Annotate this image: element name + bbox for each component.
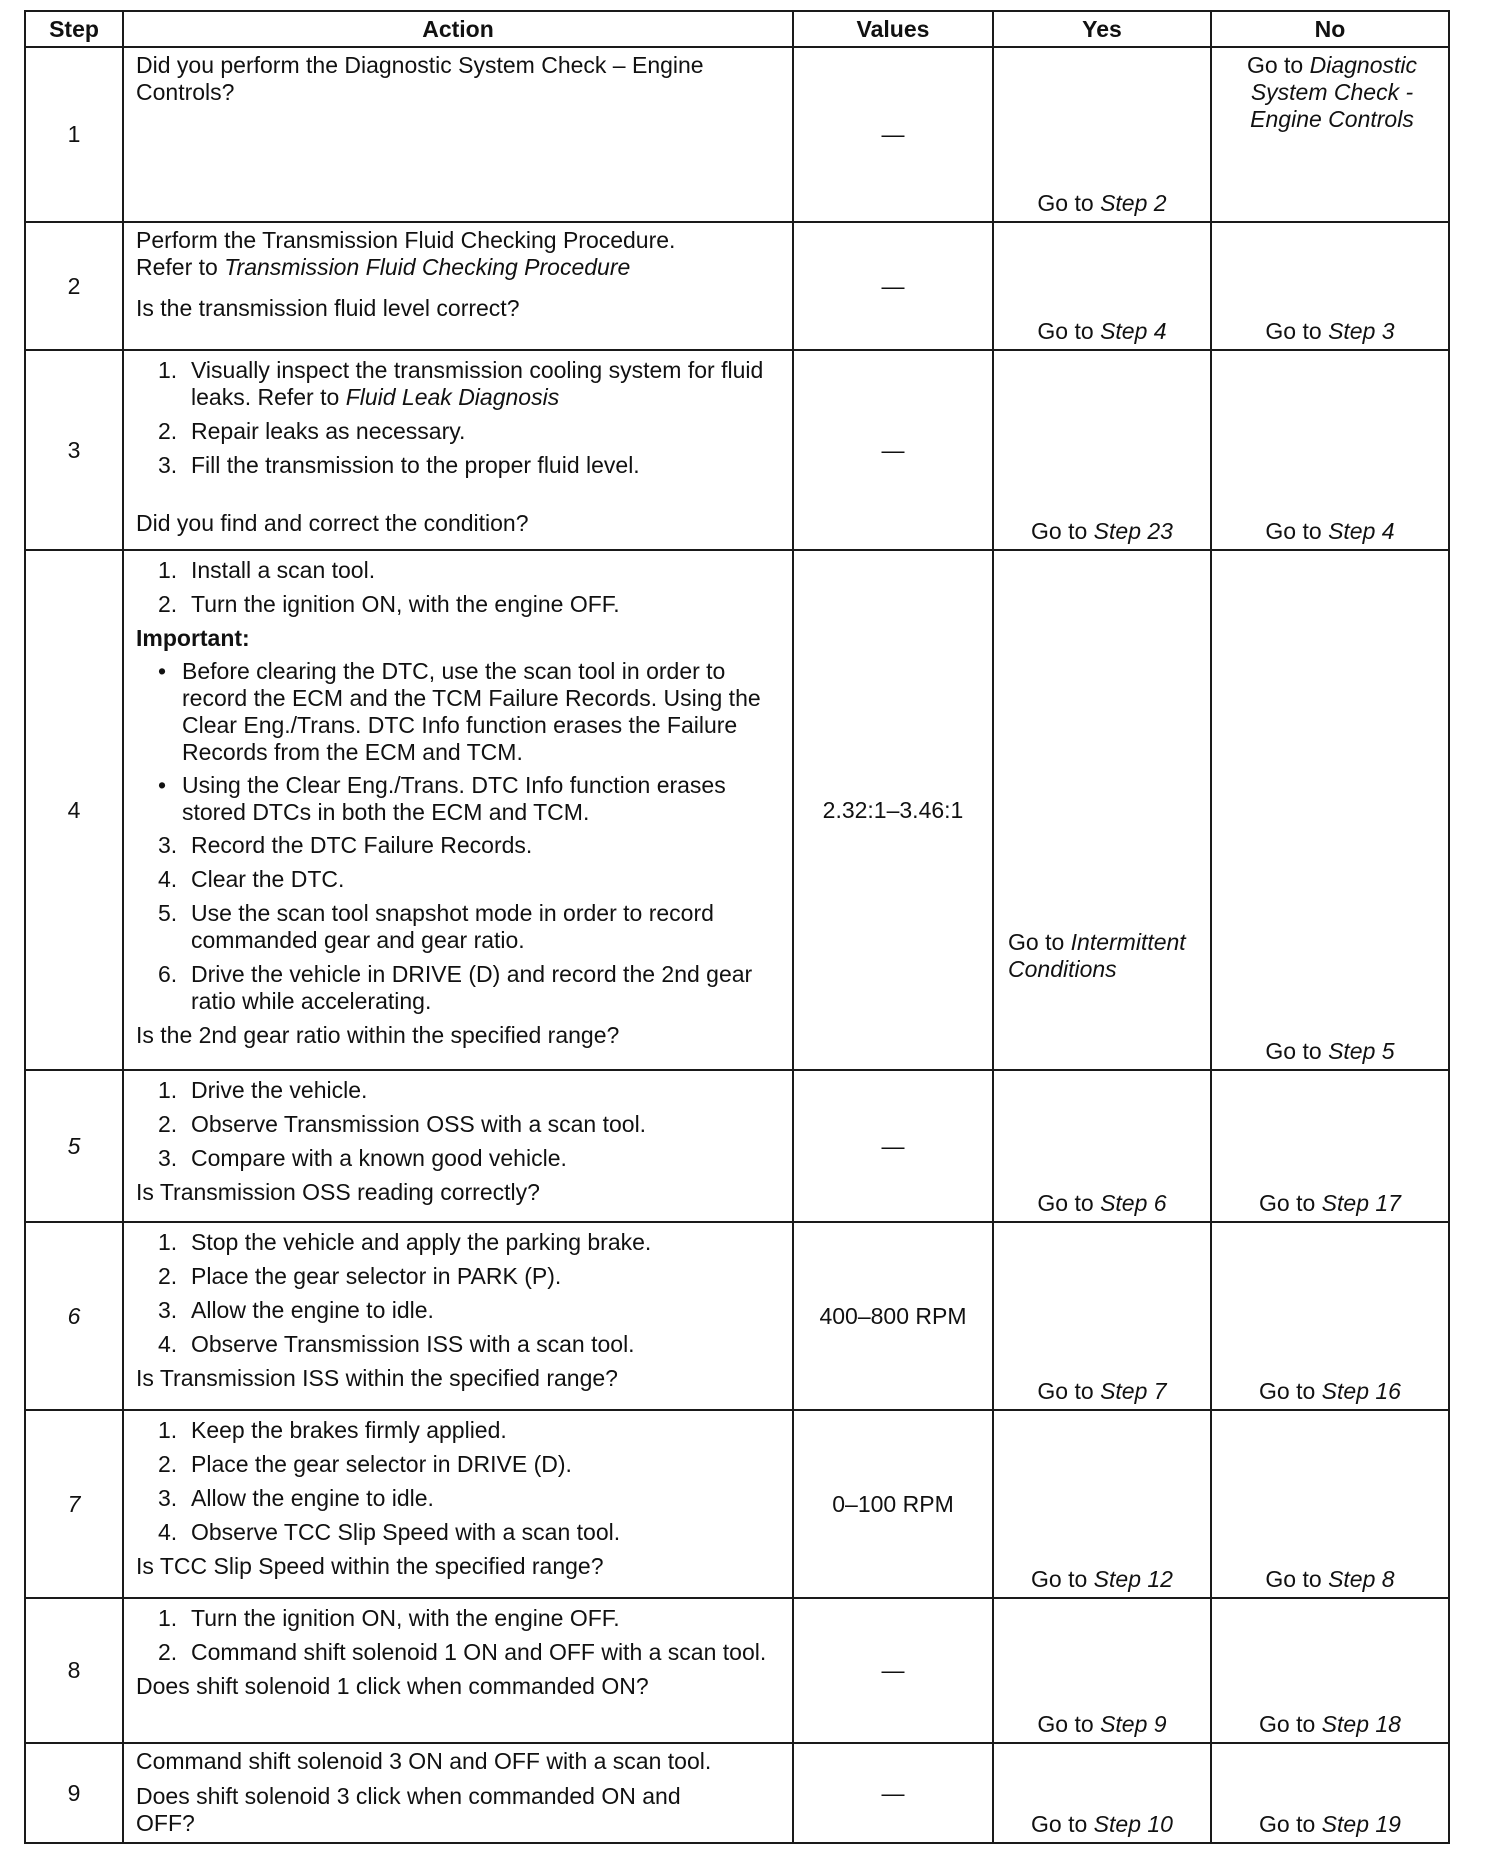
values-cell: — — [793, 1070, 993, 1222]
table-row — [25, 350, 1449, 550]
procedure-reference[interactable]: Transmission Fluid Checking Procedure — [224, 254, 631, 280]
no-cell — [1211, 550, 1449, 1070]
no-cell — [1211, 350, 1449, 550]
no-cell — [1211, 1743, 1449, 1843]
header-values: Values — [793, 11, 993, 47]
values-cell: 400–800 RPM — [793, 1222, 993, 1410]
step-number: 1 — [25, 47, 123, 222]
list-item: 4. Clear the DTC. — [158, 866, 345, 892]
action-cell — [123, 1598, 793, 1743]
bullet-item: • Using the Clear Eng./Trans. DTC Info function erases stored DTCs in both the ECM and TCM. — [158, 772, 726, 825]
yes-link[interactable]: Go to Step 10 — [1031, 1811, 1173, 1837]
important-label: Important: — [136, 625, 250, 651]
header-no: No — [1211, 11, 1449, 47]
action-cell — [123, 1743, 793, 1843]
list-item: 4. Observe TCC Slip Speed with a scan tool. — [158, 1519, 621, 1545]
list-item: 2. Command shift solenoid 1 ON and OFF with a scan tool. — [158, 1639, 767, 1665]
no-link[interactable]: Go to Step 4 — [1265, 518, 1395, 544]
action-cell — [123, 1222, 793, 1410]
action-cell — [123, 550, 793, 1070]
no-link[interactable]: Go to Step 5 — [1265, 1038, 1395, 1064]
yes-cell — [993, 47, 1211, 222]
step-number: 5 — [25, 1070, 123, 1222]
header-action: Action — [123, 11, 793, 47]
no-cell — [1211, 47, 1449, 222]
list-item: 6. Drive the vehicle in DRIVE (D) and record the 2nd gear ratio while accelerating. — [158, 961, 753, 1014]
list-item: 1. Drive the vehicle. — [158, 1077, 368, 1103]
step-number: 4 — [25, 550, 123, 1070]
question-text: Is Transmission ISS within the specified range? — [136, 1365, 618, 1391]
no-cell — [1211, 222, 1449, 350]
list-item: 1. Visually inspect the transmission cooling system for fluid leaks. Refer to Fluid Leak Diagnosis — [158, 357, 764, 410]
yes-link[interactable]: Go to Step 2 — [1037, 190, 1167, 216]
yes-link[interactable]: Go to Step 4 — [1037, 318, 1167, 344]
action-text: Did you perform the Diagnostic System Check – Engine Controls? — [136, 52, 704, 105]
list-item: 2. Turn the ignition ON, with the engine OFF. — [158, 591, 620, 617]
table-row — [25, 1070, 1449, 1222]
header-step: Step — [25, 11, 123, 47]
no-link[interactable]: Go to Step 19 — [1259, 1811, 1401, 1837]
header-row — [25, 11, 1449, 47]
no-link[interactable]: Go to Diagnostic System Check - Engine Controls — [1246, 52, 1418, 132]
list-item: 3. Compare with a known good vehicle. — [158, 1145, 567, 1171]
yes-link[interactable]: Go to Step 7 — [1037, 1378, 1167, 1404]
values-cell: — — [793, 1743, 993, 1843]
yes-cell — [993, 350, 1211, 550]
action-text: Perform the Transmission Fluid Checking Procedure. — [136, 227, 676, 253]
action-text: Command shift solenoid 3 ON and OFF with a scan tool. — [136, 1748, 712, 1774]
header-yes: Yes — [993, 11, 1211, 47]
list-item: 2. Observe Transmission OSS with a scan tool. — [158, 1111, 647, 1137]
yes-cell — [993, 1598, 1211, 1743]
yes-cell — [993, 1410, 1211, 1598]
list-item: 3. Fill the transmission to the proper fluid level. — [158, 452, 640, 478]
question-text: Did you find and correct the condition? — [136, 510, 529, 536]
list-item: 1. Install a scan tool. — [158, 557, 376, 583]
no-link[interactable]: Go to Step 3 — [1265, 318, 1395, 344]
values-cell: 2.32:1–3.46:1 — [793, 550, 993, 1070]
table-row — [25, 550, 1449, 1070]
values-cell: — — [793, 350, 993, 550]
no-link[interactable]: Go to Step 18 — [1259, 1711, 1401, 1737]
procedure-reference[interactable]: Fluid Leak Diagnosis — [345, 384, 560, 410]
values-cell: 0–100 RPM — [793, 1410, 993, 1598]
question-text: Does shift solenoid 3 click when commanded ON and OFF? — [136, 1783, 681, 1836]
yes-cell — [993, 1743, 1211, 1843]
table-row — [25, 1222, 1449, 1410]
yes-cell — [993, 550, 1211, 1070]
table-row — [25, 1743, 1449, 1843]
action-cell — [123, 47, 793, 222]
table-row — [25, 1598, 1449, 1743]
step-number: 7 — [25, 1410, 123, 1598]
yes-link[interactable]: Go to Intermittent Conditions — [1008, 929, 1186, 982]
yes-cell — [993, 1070, 1211, 1222]
step-number: 3 — [25, 350, 123, 550]
table-row — [25, 47, 1449, 222]
step-number: 6 — [25, 1222, 123, 1410]
values-cell: — — [793, 222, 993, 350]
yes-cell — [993, 222, 1211, 350]
yes-link[interactable]: Go to Step 23 — [1031, 518, 1173, 544]
list-item: 2. Repair leaks as necessary. — [158, 418, 466, 444]
table-row — [25, 1410, 1449, 1598]
no-cell — [1211, 1598, 1449, 1743]
table-row — [25, 222, 1449, 350]
no-cell — [1211, 1410, 1449, 1598]
question-text: Is the transmission fluid level correct? — [136, 295, 520, 321]
list-item: 1. Keep the brakes firmly applied. — [158, 1417, 507, 1443]
question-text: Is TCC Slip Speed within the specified range? — [136, 1553, 604, 1579]
diagnostic-table — [24, 10, 1450, 1844]
no-link[interactable]: Go to Step 8 — [1265, 1566, 1395, 1592]
question-text: Is the 2nd gear ratio within the specified range? — [136, 1022, 620, 1048]
list-item: 3. Allow the engine to idle. — [158, 1297, 434, 1323]
question-text: Does shift solenoid 1 click when commanded ON? — [136, 1673, 649, 1699]
list-item: 1. Stop the vehicle and apply the parking brake. — [158, 1229, 652, 1255]
values-cell: — — [793, 1598, 993, 1743]
action-cell — [123, 222, 793, 350]
yes-link[interactable]: Go to Step 12 — [1031, 1566, 1173, 1592]
step-number: 2 — [25, 222, 123, 350]
action-cell — [123, 1410, 793, 1598]
action-cell — [123, 1070, 793, 1222]
yes-link[interactable]: Go to Step 6 — [1037, 1190, 1167, 1216]
list-item: 2. Place the gear selector in PARK (P). — [158, 1263, 562, 1289]
yes-cell — [993, 1222, 1211, 1410]
list-item: 1. Turn the ignition ON, with the engine OFF. — [158, 1605, 620, 1631]
list-item: 2. Place the gear selector in DRIVE (D). — [158, 1451, 572, 1477]
list-item: 3. Allow the engine to idle. — [158, 1485, 434, 1511]
refer-text: Refer to Transmission Fluid Checking Procedure — [136, 254, 631, 280]
list-item: 4. Observe Transmission ISS with a scan tool. — [158, 1331, 635, 1357]
yes-link[interactable]: Go to Step 9 — [1037, 1711, 1167, 1737]
no-link[interactable]: Go to Step 16 — [1259, 1378, 1401, 1404]
list-item: 3. Record the DTC Failure Records. — [158, 832, 533, 858]
question-text: Is Transmission OSS reading correctly? — [136, 1179, 540, 1205]
bullet-item: • Before clearing the DTC, use the scan tool in order to record the ECM and the TCM Failure Records. Using the Clear Eng./Trans. DTC Info function erases the Failure Records from the ECM and TCM. — [158, 658, 761, 765]
list-item: 5. Use the scan tool snapshot mode in order to record commanded gear and gear ratio. — [158, 900, 714, 953]
step-number: 8 — [25, 1598, 123, 1743]
no-link[interactable]: Go to Step 17 — [1259, 1190, 1401, 1216]
action-cell — [123, 350, 793, 550]
no-cell — [1211, 1070, 1449, 1222]
step-number: 9 — [25, 1743, 123, 1843]
values-cell: — — [793, 47, 993, 222]
no-cell — [1211, 1222, 1449, 1410]
